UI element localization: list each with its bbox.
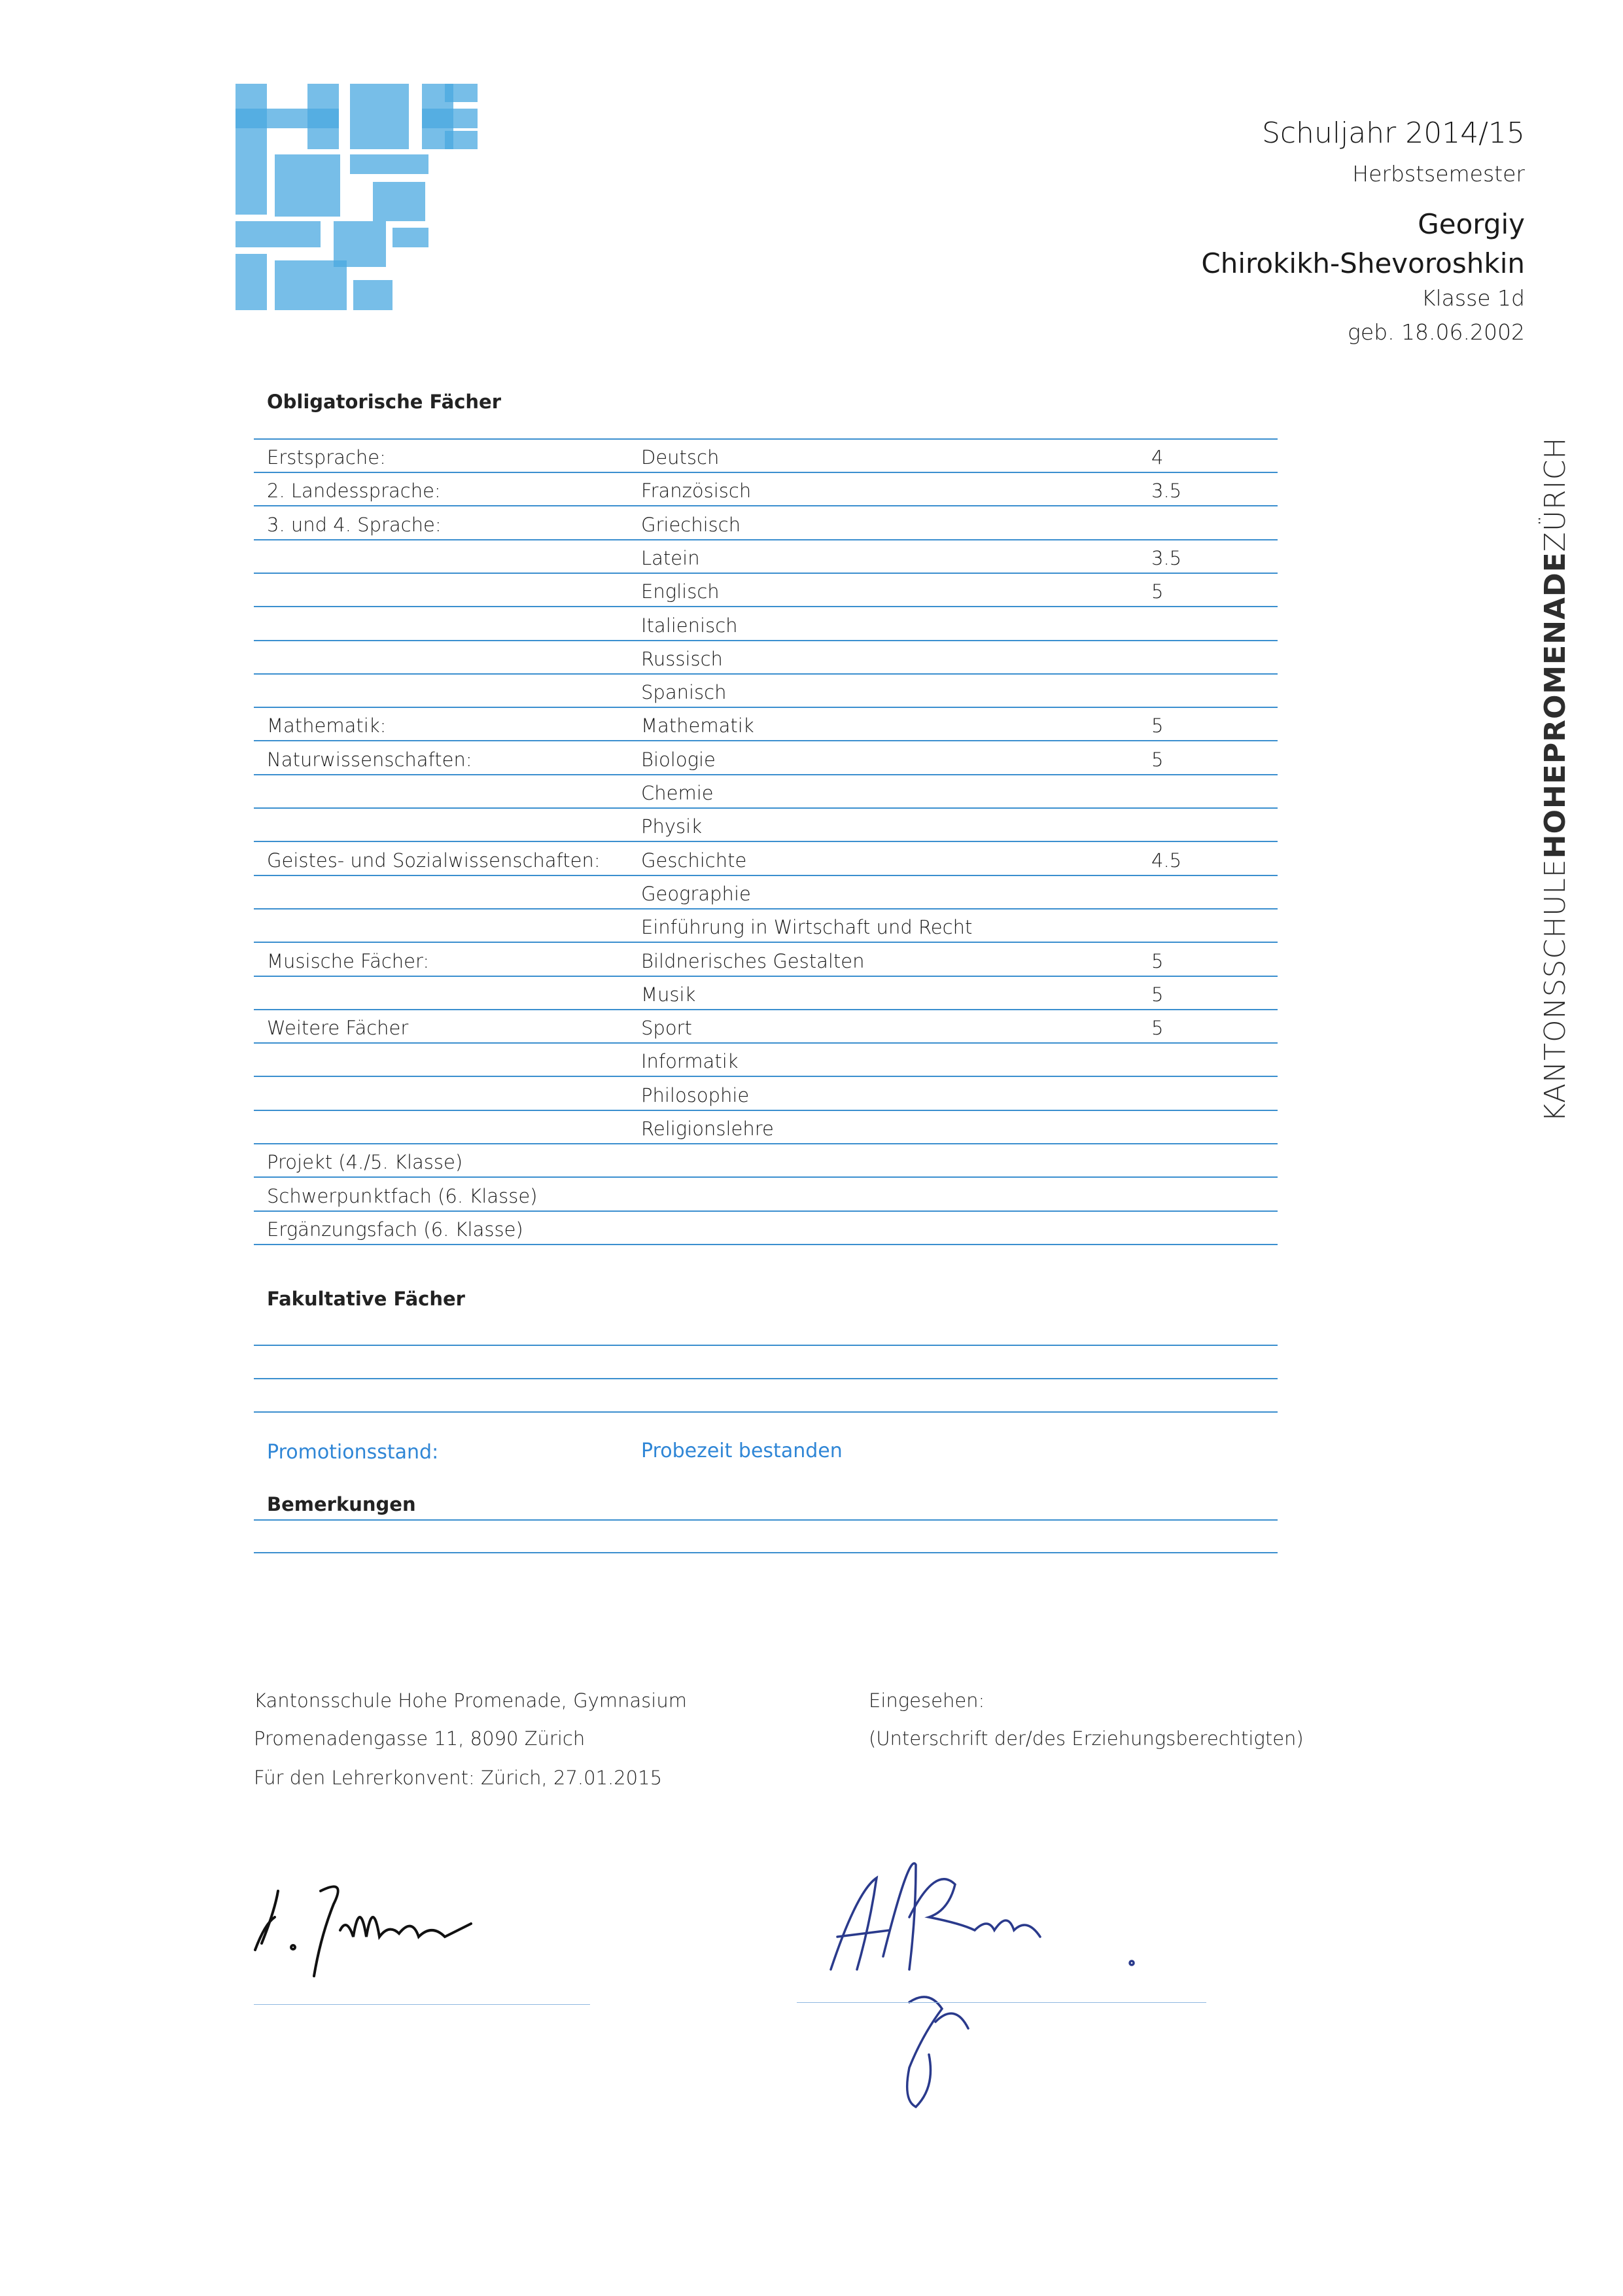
row-grade: 5	[1151, 580, 1164, 603]
row-subject: Chemie	[641, 782, 714, 804]
row-grade: 5	[1151, 1017, 1164, 1040]
student-first-name: Georgiy	[1418, 208, 1525, 240]
row-category: 3. und 4. Sprache:	[267, 513, 442, 536]
optional-line	[254, 1411, 1278, 1413]
footer-address: Promenadengasse 11, 8090 Zürich	[254, 1727, 585, 1750]
row-subject: Musik	[641, 983, 696, 1006]
remarks-line	[254, 1552, 1278, 1553]
optional-subjects-title: Fakultative Fächer	[267, 1288, 465, 1310]
table-row	[254, 976, 1278, 1010]
row-subject: Spanisch	[641, 681, 727, 704]
row-subject: Geographie	[641, 882, 751, 905]
table-row	[254, 1110, 1278, 1144]
row-subject: Philosophie	[641, 1084, 750, 1106]
optional-line	[254, 1345, 1278, 1346]
row-category: Mathematik:	[267, 715, 387, 737]
row-grade: 5	[1151, 748, 1164, 771]
table-row	[254, 1143, 1278, 1178]
row-subject: Italienisch	[641, 614, 738, 637]
table-row	[254, 1042, 1278, 1077]
guardian-signature	[818, 1839, 1158, 2127]
side-name-suffix: ZÜRICH	[1539, 436, 1572, 552]
row-subject: Griechisch	[641, 513, 741, 536]
row-subject: Deutsch	[641, 446, 720, 468]
row-subject: Geschichte	[641, 849, 747, 872]
table-row	[254, 573, 1278, 607]
row-subject: Physik	[641, 815, 702, 838]
table-row	[254, 607, 1278, 641]
row-category: Schwerpunktfach (6. Klasse)	[267, 1184, 538, 1207]
footer-guardian: (Unterschrift der/des Erziehungsberechtigten)	[869, 1727, 1304, 1750]
row-category: Ergänzungsfach (6. Klasse)	[267, 1218, 523, 1241]
table-row	[254, 506, 1278, 540]
side-name-bold: HOHEPROMENADE	[1539, 552, 1572, 859]
row-subject: Latein	[641, 546, 700, 569]
row-grade: 5	[1151, 715, 1164, 737]
mandatory-subjects-title: Obligatorische Fächer	[267, 391, 501, 413]
semester: Herbstsemester	[1352, 161, 1525, 186]
table-row	[254, 774, 1278, 809]
table-row	[254, 807, 1278, 842]
footer-school: Kantonsschule Hohe Promenade, Gymnasium	[254, 1689, 687, 1712]
footer-seen: Eingesehen:	[869, 1689, 985, 1712]
table-row	[254, 438, 1278, 473]
teacher-signature	[249, 1852, 536, 1983]
table-row	[254, 875, 1278, 910]
row-category: Erstsprache:	[267, 446, 386, 468]
teacher-signature-line	[254, 2004, 590, 2005]
row-grade: 5	[1151, 949, 1164, 972]
row-category: Naturwissenschaften:	[267, 748, 472, 771]
footer-conference: Für den Lehrerkonvent: Zürich, 27.01.2015	[254, 1767, 663, 1789]
row-grade: 4.5	[1151, 849, 1182, 872]
row-subject: Sport	[641, 1017, 692, 1040]
row-grade: 5	[1151, 983, 1164, 1006]
row-subject: Russisch	[641, 647, 723, 670]
table-row	[254, 1177, 1278, 1212]
remarks-title: Bemerkungen	[267, 1493, 416, 1515]
student-birthdate: geb. 18.06.2002	[1348, 319, 1525, 345]
school-year: Schuljahr 2014/15	[1261, 116, 1525, 150]
row-category: Weitere Fächer	[267, 1017, 409, 1040]
table-row	[254, 673, 1278, 708]
row-subject: Französisch	[641, 480, 752, 503]
row-category: Geistes- und Sozialwissenschaften:	[267, 849, 601, 872]
row-subject: Religionslehre	[641, 1118, 774, 1140]
row-subject: Biologie	[641, 748, 716, 771]
promotion-status: Probezeit bestanden	[641, 1439, 843, 1462]
optional-line	[254, 1378, 1278, 1379]
row-subject: Einführung in Wirtschaft und Recht	[641, 916, 973, 939]
table-row	[254, 1210, 1278, 1245]
table-row	[254, 841, 1278, 876]
table-row	[254, 908, 1278, 943]
table-row	[254, 1009, 1278, 1044]
table-row	[254, 942, 1278, 977]
row-grade: 3.5	[1151, 546, 1182, 569]
student-last-name: Chirokikh-Shevoroshkin	[1201, 247, 1525, 279]
row-grade: 3.5	[1151, 480, 1182, 503]
remarks-line	[254, 1519, 1278, 1521]
student-class: Klasse 1d	[1421, 285, 1525, 311]
table-row	[254, 741, 1278, 775]
side-name-prefix: KANTONSSCHULE	[1539, 858, 1572, 1122]
row-subject: Englisch	[641, 580, 720, 603]
vertical-school-name	[1539, 436, 1572, 1122]
guardian-signature-line	[797, 2002, 1206, 2003]
row-category: Projekt (4./5. Klasse)	[267, 1151, 463, 1174]
promotion-label: Promotionsstand:	[267, 1441, 439, 1464]
table-row	[254, 640, 1278, 675]
table-row	[254, 472, 1278, 506]
row-grade: 4	[1151, 446, 1164, 468]
row-category: Musische Fächer:	[267, 949, 430, 972]
table-row	[254, 539, 1278, 574]
table-row	[254, 707, 1278, 741]
school-logo	[236, 84, 478, 310]
row-subject: Informatik	[641, 1050, 739, 1073]
table-row	[254, 1076, 1278, 1111]
row-category: 2. Landessprache:	[267, 480, 441, 503]
row-subject: Bildnerisches Gestalten	[641, 949, 865, 972]
row-subject: Mathematik	[641, 715, 754, 737]
